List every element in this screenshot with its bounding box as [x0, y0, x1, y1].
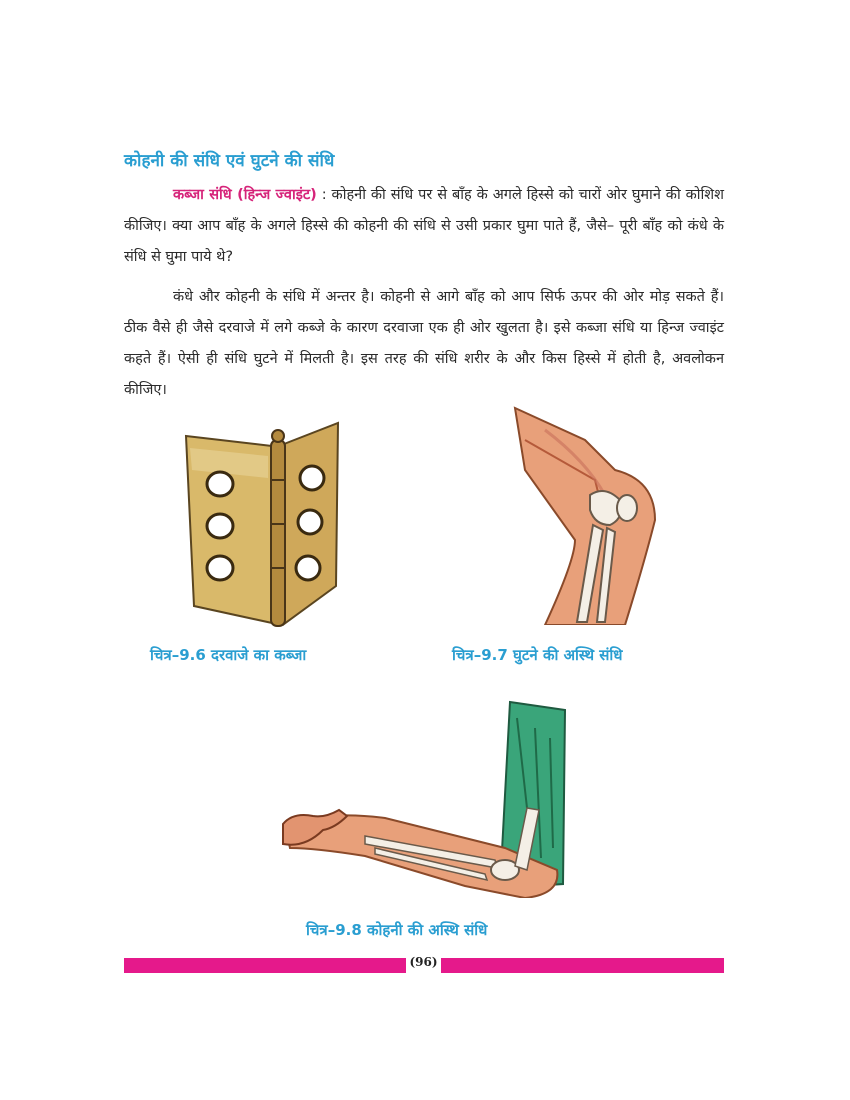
- figure-caption-hinge: चित्र–9.6 दरवाजे का कब्जा: [150, 646, 307, 664]
- figure-caption-elbow: चित्र–9.8 कोहनी की अस्थि संधि: [306, 921, 488, 939]
- elbow-joint-illustration: [265, 698, 580, 898]
- paragraph-hinge-joint: [124, 180, 724, 273]
- footer-bar-left: [124, 958, 406, 973]
- section-heading: कोहनी की संधि एवं घुटने की संधि: [124, 151, 335, 171]
- term-hinge-joint: कब्जा संधि (हिन्ज ज्वाइंट): [173, 187, 317, 203]
- footer-bar-right: [441, 958, 724, 973]
- door-hinge-illustration: [180, 418, 345, 633]
- figure-caption-knee: चित्र–9.7 घुटने की अस्थि संधि: [452, 646, 623, 664]
- page-number: (96): [409, 955, 438, 969]
- paragraph-shoulder-elbow: कंधे और कोहनी के संधि में अन्तर है। कोहनी से आगे बाँह को आप सिर्फ ऊपर की ओर मोड़ सकते हैं। ठीक वैसे ही जैसे दरवाजे में लगे कब्जे के कारण दरवाजा एक ही ओर खुलता है। इसे कब्जा संधि या हिन्ज ज्वाइंट कहते हैं। ऐसी ही संधि घुटने में मिलती है। इस तरह की संधि शरीर के और किस हिस्से में होती है, अवलोकन कीजिए।: [124, 289, 724, 398]
- knee-joint-illustration: [505, 400, 665, 625]
- paragraph-hinge-joint-text: : कोहनी की संधि पर से बाँह के अगले हिस्से को चारों ओर घुमाने की कोशिश कीजिए। क्या आप बाँह के अगले हिस्से की कोहनी की संधि से उसी प्रकार घुमा पाते हैं, जैसे– पूरी बाँह को कंधे के संधि से घुमा पाये थे?: [124, 187, 724, 265]
